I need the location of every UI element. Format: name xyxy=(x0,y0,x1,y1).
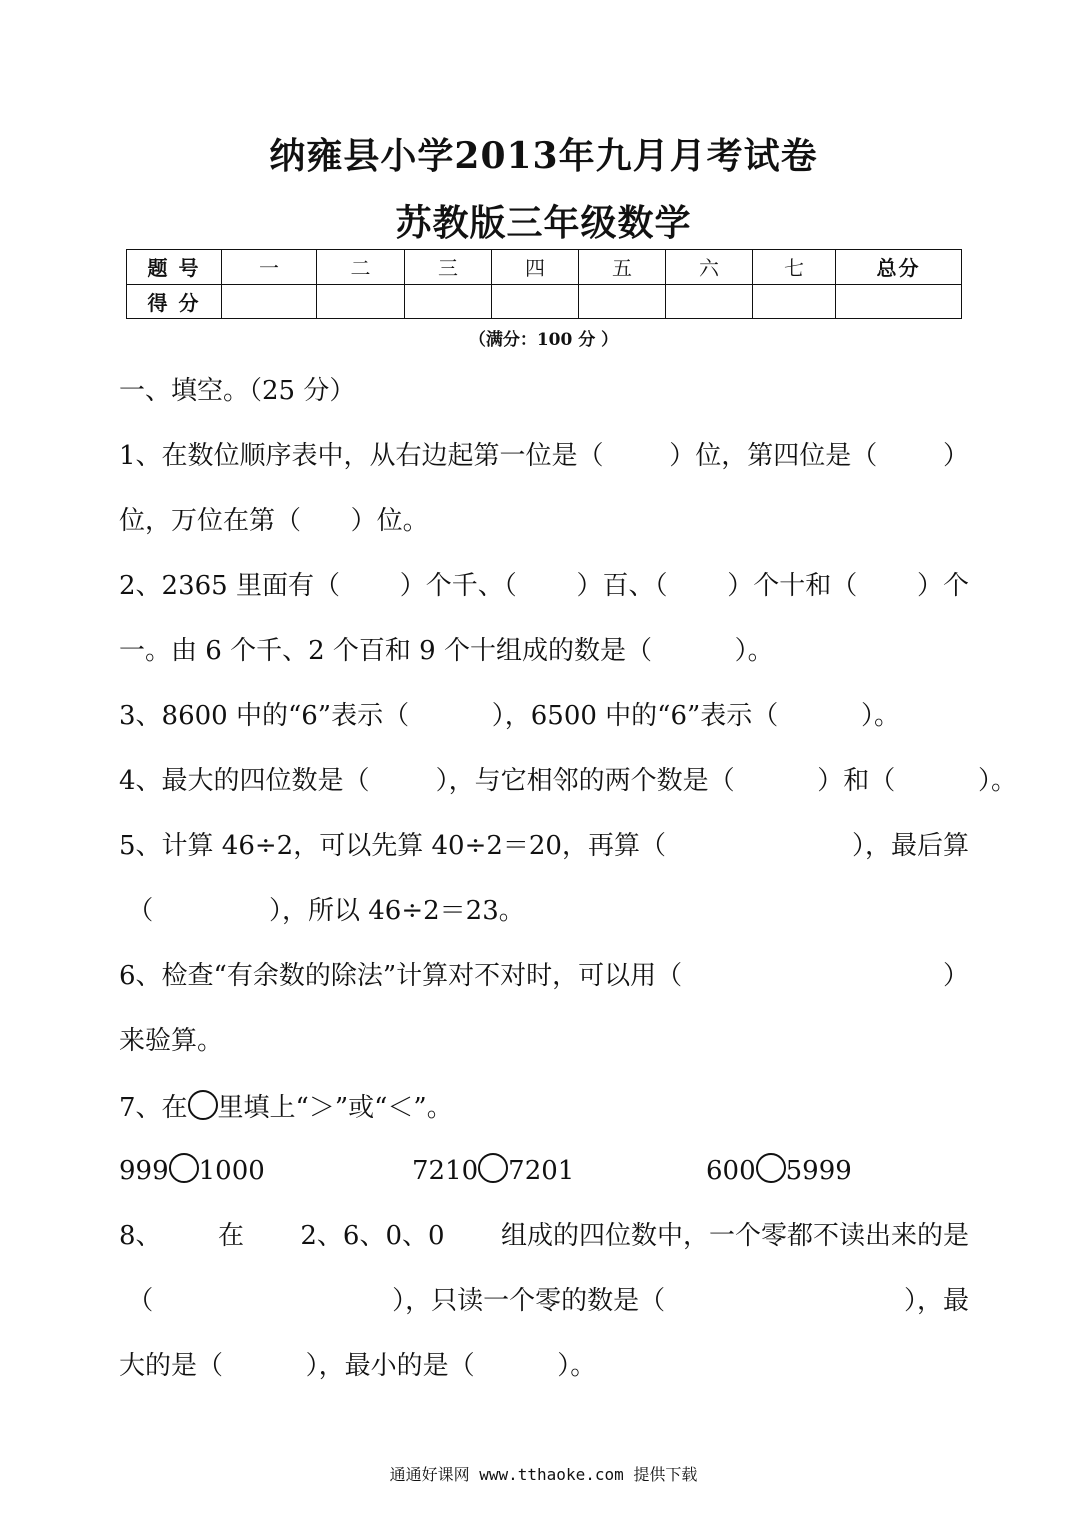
score-table-cell: 一 xyxy=(222,250,317,285)
question-text: 在 xyxy=(217,1221,244,1251)
question-text: 7、在 xyxy=(119,1093,188,1123)
question-5-line-2: （ ），所以 46÷2＝23。 xyxy=(119,896,525,926)
question-text: 2、6、0、0 xyxy=(300,1221,445,1251)
question-7-line-1 xyxy=(119,1087,453,1124)
full-score-note: （满分：100 分 ） xyxy=(468,330,619,350)
footer-credit: 通通好课网 www.tthaoke.com 提供下载 xyxy=(389,1465,698,1484)
question-text: ），只读一个零的数是（ xyxy=(392,1286,666,1316)
comparison-item xyxy=(119,1153,265,1186)
comparison-right: 1000 xyxy=(198,1156,265,1186)
comparison-item xyxy=(706,1153,852,1186)
question-text: 1、在数位顺序表中，从右边起第一位是（ xyxy=(119,441,604,471)
comparison-left: 7210 xyxy=(412,1156,479,1186)
question-5-line-1 xyxy=(119,825,969,862)
score-entry-cell[interactable] xyxy=(579,284,666,319)
comparison-right: 5999 xyxy=(785,1156,852,1186)
question-text: （ xyxy=(119,1286,154,1316)
question-text: ） xyxy=(942,961,969,991)
score-entry-cell[interactable] xyxy=(666,284,753,319)
question-text: ）位，第四位是（ xyxy=(669,441,878,471)
score-entry-cell[interactable] xyxy=(492,284,579,319)
score-table-header-row xyxy=(127,250,962,285)
circle-icon xyxy=(188,1090,218,1120)
score-table-cell: 四 xyxy=(492,250,579,285)
question-text: ），最 xyxy=(903,1286,969,1316)
question-8-line-3: 大的是（ ），最小的是（ ）。 xyxy=(119,1351,597,1381)
score-entry-cell[interactable] xyxy=(317,284,405,319)
score-entry-cell[interactable] xyxy=(222,284,317,319)
score-table xyxy=(126,249,962,319)
exam-title: 纳雍县小学2013年九月月考试卷 xyxy=(269,135,818,177)
question-text: 6、检查“有余数的除法”计算对不对时，可以用（ xyxy=(119,961,683,991)
question-text: 里填上“＞”或“＜”。 xyxy=(217,1093,453,1123)
question-1-line-2: 位，万位在第（ ）位。 xyxy=(119,506,429,536)
score-table-score-row xyxy=(127,284,962,319)
question-6-line-1 xyxy=(119,955,969,992)
comparison-left: 600 xyxy=(706,1156,756,1186)
comparison-left: 999 xyxy=(119,1156,169,1186)
score-table-cell: 三 xyxy=(405,250,492,285)
comparison-item xyxy=(412,1153,574,1186)
question-4: 4、最大的四位数是（ ），与它相邻的两个数是（ ）和（ ）。 xyxy=(119,766,1017,796)
comparison-right: 7201 xyxy=(508,1156,575,1186)
question-text: ）个 xyxy=(916,571,969,601)
question-text: ） xyxy=(942,441,969,471)
question-text: 5、计算 46÷2，可以先算 40÷2＝20，再算（ xyxy=(119,831,666,861)
score-table-cell: 题 号 xyxy=(127,250,222,285)
question-text: 组成的四位数中，一个零都不读出来的是 xyxy=(500,1221,969,1251)
compare-circle-icon[interactable] xyxy=(169,1153,199,1183)
question-text: 8、 xyxy=(119,1221,162,1251)
score-table-cell: 五 xyxy=(579,250,666,285)
question-1-line-1 xyxy=(119,435,969,472)
score-table-cell: 二 xyxy=(317,250,405,285)
question-text: ）个十和（ xyxy=(727,571,858,601)
question-8-line-2 xyxy=(119,1280,969,1317)
compare-circle-icon[interactable] xyxy=(756,1153,786,1183)
score-table-cell: 总分 xyxy=(836,250,962,285)
question-6-line-2: 来验算。 xyxy=(119,1026,224,1056)
question-8-line-1 xyxy=(119,1215,969,1252)
score-table-cell: 六 xyxy=(666,250,753,285)
score-entry-cell[interactable] xyxy=(836,284,962,319)
question-text: ）百、（ xyxy=(576,571,668,601)
question-text: ）个千、（ xyxy=(399,571,517,601)
score-entry-cell[interactable] xyxy=(405,284,492,319)
score-table-cell: 七 xyxy=(753,250,836,285)
question-text: 2、2365 里面有（ xyxy=(119,571,340,601)
score-entry-cell[interactable] xyxy=(753,284,836,319)
question-2-line-1 xyxy=(119,565,969,602)
question-2-line-2: 一。由 6 个千、2 个百和 9 个十组成的数是（ ）。 xyxy=(119,636,774,666)
section-title: 一、填空。（25 分） xyxy=(119,376,356,406)
score-table-cell: 得 分 xyxy=(127,284,222,319)
question-text: ），最后算 xyxy=(851,831,969,861)
exam-subtitle: 苏教版三年级数学 xyxy=(395,202,692,244)
question-3: 3、8600 中的“6”表示（ ），6500 中的“6”表示（ ）。 xyxy=(119,701,900,731)
compare-circle-icon[interactable] xyxy=(478,1153,508,1183)
